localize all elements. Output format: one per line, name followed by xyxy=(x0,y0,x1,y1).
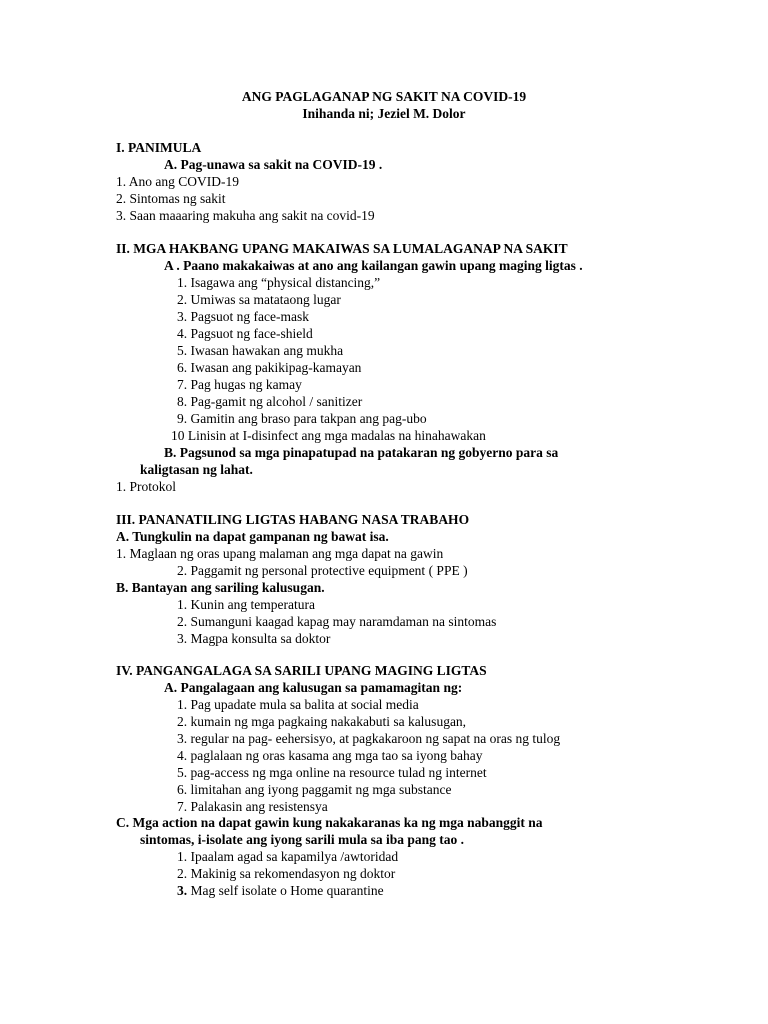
document-title: ANG PAGLAGANAP NG SAKIT NA COVID-19 xyxy=(241,89,527,104)
list-item: 10 Linisin at I-disinfect ang mga madalas na hinahawakan xyxy=(171,428,486,443)
list-item: 2. Makinig sa rekomendasyon ng doktor xyxy=(177,866,396,881)
subsection-heading: A. Tungkulin na dapat gampanan ng bawat isa. xyxy=(116,529,389,544)
list-item: 1. Isagawa ang “physical distancing,” xyxy=(177,275,381,290)
section-heading: I. PANIMULA xyxy=(116,140,202,155)
list-item: 3. regular na pag- eehersisyo, at pagkakaroon ng sapat na oras ng tulog xyxy=(177,731,561,746)
list-item: 4. Pagsuot ng face-shield xyxy=(177,326,313,341)
subsection-heading: B. Bantayan ang sariling kalusugan. xyxy=(116,580,325,595)
list-number: 3. xyxy=(177,883,188,898)
list-item: 9. Gamitin ang braso para takpan ang pag-ubo xyxy=(177,411,427,426)
list-item: 1. Pag upadate mula sa balita at social media xyxy=(177,697,419,712)
list-item: 1. Ipaalam agad sa kapamilya /awtoridad xyxy=(177,849,399,864)
list-item-text: Mag self isolate o Home quarantine xyxy=(190,883,384,898)
list-item: 3. Pagsuot ng face-mask xyxy=(177,309,309,324)
section-heading: IV. PANGANGALAGA SA SARILI UPANG MAGING LIGTAS xyxy=(116,663,487,678)
section-heading: III. PANANATILING LIGTAS HABANG NASA TRABAHO xyxy=(116,512,470,527)
list-item xyxy=(177,882,384,899)
list-item: 6. Iwasan ang pakikipag-kamayan xyxy=(177,360,362,375)
list-item: 6. limitahan ang iyong paggamit ng mga substance xyxy=(177,782,452,797)
section-heading: II. MGA HAKBANG UPANG MAKAIWAS SA LUMALAGANAP NA SAKIT xyxy=(116,241,568,256)
subsection-heading: C. Mga action na dapat gawin kung nakakaranas ka ng mga nabanggit na xyxy=(116,815,543,830)
subsection-heading: A . Paano makakaiwas at ano ang kailangan gawin upang maging ligtas . xyxy=(164,258,583,273)
list-item: 1. Protokol xyxy=(116,479,177,494)
list-item: 2. Sumanguni kaagad kapag may naramdaman na sintomas xyxy=(177,614,497,629)
subsection-heading: A. Pangalagaan ang kalusugan sa pamamagitan ng: xyxy=(164,680,463,695)
list-item: 3. Saan maaaring makuha ang sakit na covid-19 xyxy=(116,208,375,223)
list-item: 1. Kunin ang temperatura xyxy=(177,597,315,612)
list-item: 2. kumain ng mga pagkaing nakakabuti sa kalusugan, xyxy=(177,714,467,729)
list-item: 8. Pag-gamit ng alcohol / sanitizer xyxy=(177,394,363,409)
list-item: 2. Paggamit ng personal protective equipment ( PPE ) xyxy=(177,563,468,578)
document-author: Inihanda ni; Jeziel M. Dolor xyxy=(302,106,466,121)
list-item: 4. paglalaan ng oras kasama ang mga tao sa iyong bahay xyxy=(177,748,483,763)
subsection-heading: A. Pag-unawa sa sakit na COVID-19 . xyxy=(164,157,383,172)
list-item: 3. Magpa konsulta sa doktor xyxy=(177,631,331,646)
list-item: 5. Iwasan hawakan ang mukha xyxy=(177,343,344,358)
list-item: 7. Palakasin ang resistensya xyxy=(177,799,328,814)
subsection-heading-continued: sintomas, i-isolate ang iyong sarili mula sa iba pang tao . xyxy=(140,832,465,847)
list-item: 2. Umiwas sa matataong lugar xyxy=(177,292,341,307)
subsection-heading-continued: kaligtasan ng lahat. xyxy=(140,462,253,477)
list-item: 7. Pag hugas ng kamay xyxy=(177,377,302,392)
list-item: 2. Sintomas ng sakit xyxy=(116,191,226,206)
list-item: 1. Ano ang COVID-19 xyxy=(116,174,239,189)
list-item: 1. Maglaan ng oras upang malaman ang mga dapat na gawin xyxy=(116,546,444,561)
subsection-heading: B. Pagsunod sa mga pinapatupad na patakaran ng gobyerno para sa xyxy=(164,445,559,460)
list-item: 5. pag-access ng mga online na resource tulad ng internet xyxy=(177,765,487,780)
